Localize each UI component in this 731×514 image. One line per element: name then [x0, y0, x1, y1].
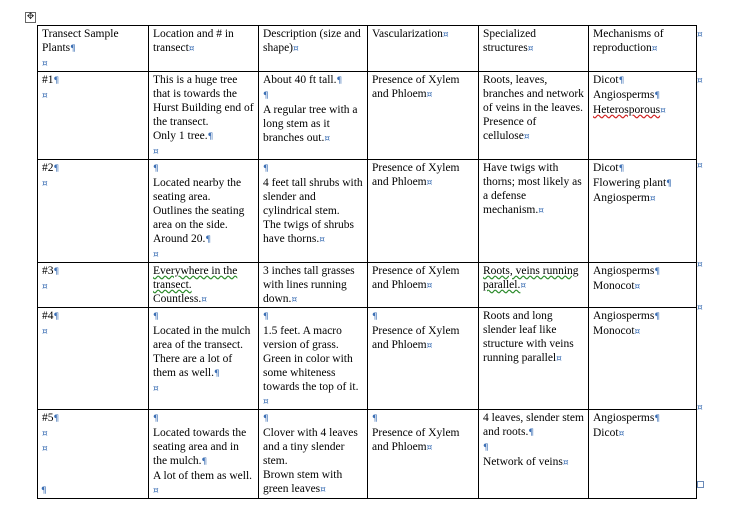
structures-cell[interactable]: Roots, veins running parallel.¤: [479, 263, 589, 308]
row-end-marker: ¤: [697, 260, 703, 270]
sample-cell[interactable]: #2¶ ¤: [38, 160, 149, 263]
row-end-marker: ¤: [697, 76, 703, 86]
header-cell[interactable]: Location and # in transect¤: [149, 26, 259, 72]
location-cell[interactable]: Everywhere in the transect. Countless.¤: [149, 263, 259, 308]
header-cell[interactable]: Vascularization¤: [368, 26, 479, 72]
table-row: [38, 308, 697, 410]
header-cell[interactable]: Description (size and shape)¤: [259, 26, 368, 72]
row-end-marker: ¤: [697, 303, 703, 313]
location-cell[interactable]: ¶ Located in the mulch area of the transect. There are a lot of them as well.¶ ¤: [149, 308, 259, 410]
vascularization-cell[interactable]: Presence of Xylem and Phloem¤: [368, 263, 479, 308]
sample-cell[interactable]: #1¶ ¤: [38, 72, 149, 160]
table-move-handle[interactable]: ✥: [26, 12, 35, 22]
header-cell[interactable]: Specialized structures¤: [479, 26, 589, 72]
description-cell[interactable]: 3 inches tall grasses with lines running down.¤: [259, 263, 368, 308]
table-header-row: [38, 26, 697, 72]
vascularization-cell[interactable]: Presence of Xylem and Phloem¤: [368, 72, 479, 160]
structures-cell[interactable]: Roots, leaves, branches and network of veins in the leaves. Presence of cellulose¤: [479, 72, 589, 160]
sample-cell[interactable]: #3¶ ¤: [38, 263, 149, 308]
description-cell[interactable]: ¶ 4 feet tall shrubs with slender and cylindrical stem. The twigs of shrubs have thorns.¤: [259, 160, 368, 263]
paragraph-mark: ¶: [41, 486, 47, 496]
row-end-marker: ¤: [697, 161, 703, 171]
reproduction-cell[interactable]: Angiosperms¶ Monocot¤: [589, 263, 697, 308]
vascularization-cell[interactable]: ¶ Presence of Xylem and Phloem¤: [368, 308, 479, 410]
location-cell[interactable]: ¶ Located towards the seating area and in the mulch.¶ A lot of them as well.¤: [149, 410, 259, 499]
row-end-marker: ¤: [697, 30, 703, 40]
table-row: [38, 410, 697, 499]
description-cell[interactable]: ¶ 1.5 feet. A macro version of grass. Green in color with some whiteness towards the top of it.¤: [259, 308, 368, 410]
reproduction-cell[interactable]: Dicot¶ Flowering plant¶ Angiosperm¤: [589, 160, 697, 263]
row-end-marker: ¤: [697, 403, 703, 413]
structures-cell[interactable]: Have twigs with thorns; most likely as a defense mechanism.¤: [479, 160, 589, 263]
reproduction-cell[interactable]: Angiosperms¶ Monocot¤: [589, 308, 697, 410]
transect-table: [37, 25, 697, 499]
location-cell[interactable]: ¶ Located nearby the seating area. Outlines the seating area on the side. Around 20.¶ ¤: [149, 160, 259, 263]
sample-cell[interactable]: #5¶ ¤ ¤: [38, 410, 149, 499]
structures-cell[interactable]: Roots and long slender leaf like structure with veins running parallel¤: [479, 308, 589, 410]
header-cell[interactable]: Transect Sample Plants¶ ¤: [38, 26, 149, 72]
description-cell[interactable]: About 40 ft tall.¶ ¶ A regular tree with a long stem as it branches out.¤: [259, 72, 368, 160]
sample-cell[interactable]: #4¶ ¤: [38, 308, 149, 410]
description-cell[interactable]: ¶ Clover with 4 leaves and a tiny slender stem. Brown stem with green leaves¤: [259, 410, 368, 499]
table-row: [38, 160, 697, 263]
vascularization-cell[interactable]: ¶ Presence of Xylem and Phloem¤: [368, 410, 479, 499]
header-cell[interactable]: Mechanisms of reproduction¤: [589, 26, 697, 72]
location-cell[interactable]: This is a huge tree that is towards the Hurst Building end of the transect. Only 1 tree.¶ ¤: [149, 72, 259, 160]
structures-cell[interactable]: 4 leaves, slender stem and roots.¶ ¶ Network of veins¤: [479, 410, 589, 499]
table-row: [38, 263, 697, 308]
reproduction-cell[interactable]: Angiosperms¶ Dicot¤: [589, 410, 697, 499]
vascularization-cell[interactable]: Presence of Xylem and Phloem¤: [368, 160, 479, 263]
table-resize-handle[interactable]: [697, 481, 704, 488]
reproduction-cell[interactable]: Dicot¶ Angiosperms¶ Heterosporous¤: [589, 72, 697, 160]
table-row: [38, 72, 697, 160]
